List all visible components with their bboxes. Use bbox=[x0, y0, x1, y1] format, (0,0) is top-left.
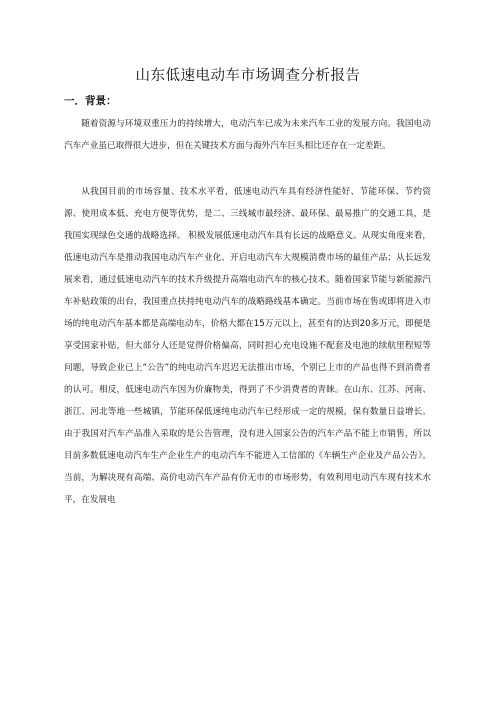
paragraph-1: 随着资源与环境双重压力的持续增大，电动汽车已成为未来汽车工业的发展方向。我国电动汽车产业虽已取得很大进步，但在关键技术方面与海外汽车巨头相比还存在一定差距。 bbox=[64, 119, 431, 151]
document-title: 山东低速电动车市场调查分析报告 bbox=[135, 68, 361, 84]
section-heading: 一．背景： bbox=[64, 95, 117, 107]
paragraph-2: 从我国目前的市场容量、技术水平看，低速电动汽车具有经济性能好、节能环保、节约资源、使用成本低、充电方便等优势，是二、三线城市最经济、最环保、最易推广的交通工具，是我国实现绿色交通的战略选择。 积极发展低速电动汽车具有长远的战略意义。从现实角度来看，低速电动汽车是推动我国电动汽车产业化、开启电动汽车大规模消费市场的最佳产品；从长远发展来看，通过低速电动汽车的技术升级提升高端电动汽车的核心技术。随着国家节能与新能源汽车补贴政策的出台，我国重点扶持纯电动汽车的战略路线基本确定。当前市场在售或即将进入市场的纯电动汽车基本都是高端电动车，价格大都在15万元以上，甚至有的达到20多万元，即便是享受国家补贴，但大部分人还是觉得价格偏高，同时担心充电设施不配套及电池的续航里程短等问题，导致企业已上“公告”的纯电动汽车迟迟无法推出市场，个别已上市的产品也得不到消费者的认可。相反，低速电动汽车因为价廉物美，得到了不少消费者的青睐。在山东、江苏、河南、浙江、河北等地一些城镇，节能环保低速纯电动汽车已经形成一定的规模，保有数量日益增长。由于我国对汽车产品准入采取的是公告管理，没有进入国家公告的汽车产品不能上市销售，所以目前多数低速电动汽车生产企业生产的电动汽车不能进入工信部的《车辆生产企业及产品公告》。 当前，为解决现有高端、高价电动汽车产品有价无市的市场形势，有效利用电动汽车现有技术水平，在发展电 bbox=[64, 187, 431, 505]
